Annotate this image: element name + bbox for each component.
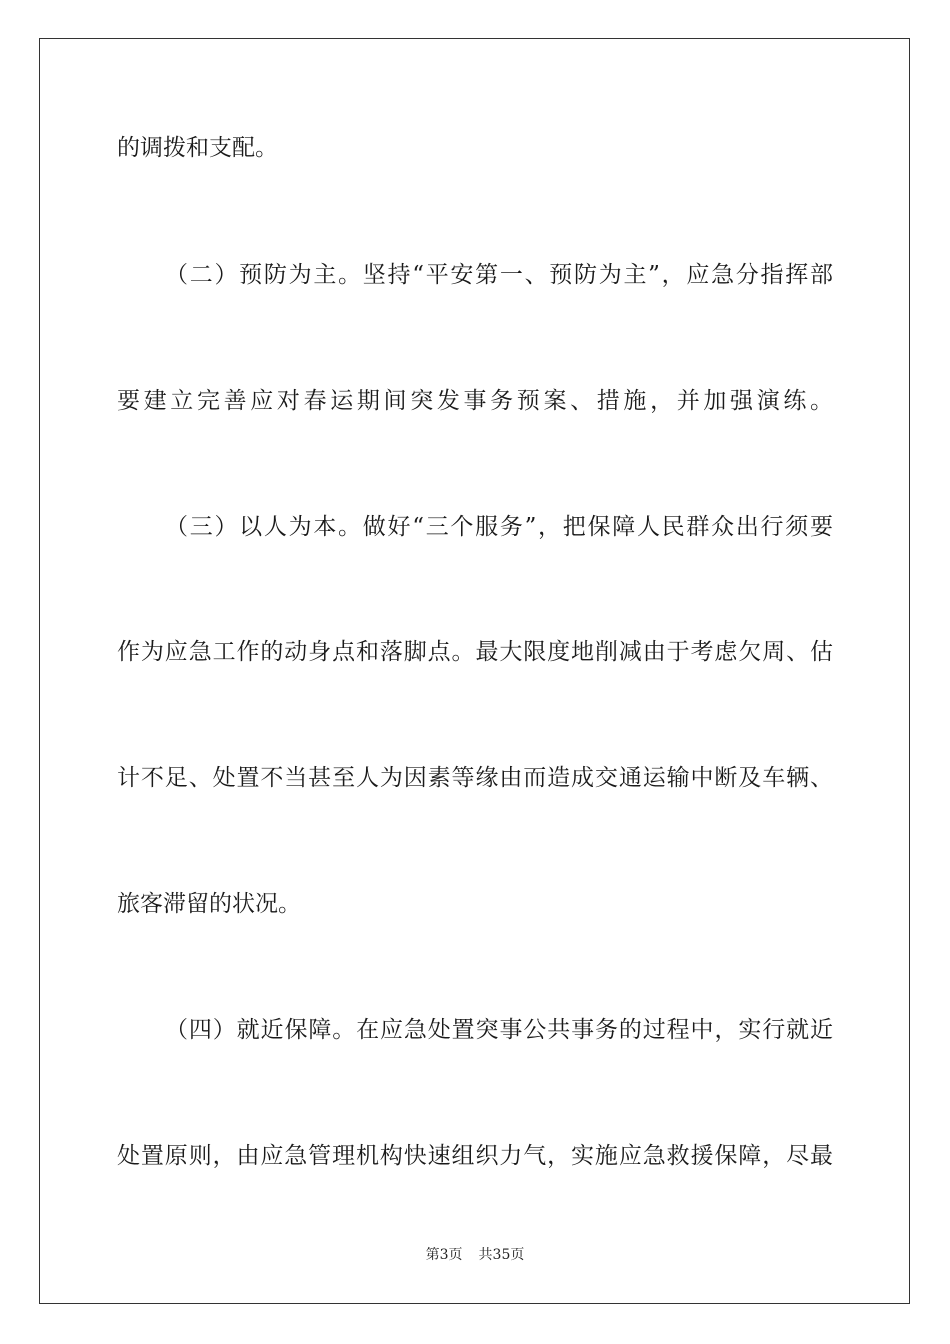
text-line-4: （三）以人为本。做好“三个服务”，把保障人民群众出行须要 (165, 514, 833, 540)
text-line-2: （二）预防为主。坚持“平安第一、预防为主”，应急分指挥部 (165, 262, 833, 288)
text-line-5: 作为应急工作的动身点和落脚点。最大限度地削减由于考虑欠周、估 (117, 639, 833, 665)
text-line-7: 旅客滞留的状况。 (117, 891, 301, 917)
text-line-9: 处置原则，由应急管理机构快速组织力气，实施应急救援保障，尽最 (117, 1143, 833, 1169)
page-number: 第3页 (425, 1247, 463, 1263)
page-border (39, 38, 910, 1304)
page-total: 共35页 (478, 1247, 525, 1263)
page-footer (0, 1246, 950, 1264)
text-line-6: 计不足、处置不当甚至人为因素等缘由而造成交通运输中断及车辆、 (117, 765, 833, 791)
text-line-3: 要建立完善应对春运期间突发事务预案、措施，并加强演练。 (117, 388, 833, 414)
text-line-8: （四）就近保障。在应急处置突事公共事务的过程中，实行就近 (165, 1017, 833, 1043)
text-line-1: 的调拨和支配。 (117, 135, 278, 161)
